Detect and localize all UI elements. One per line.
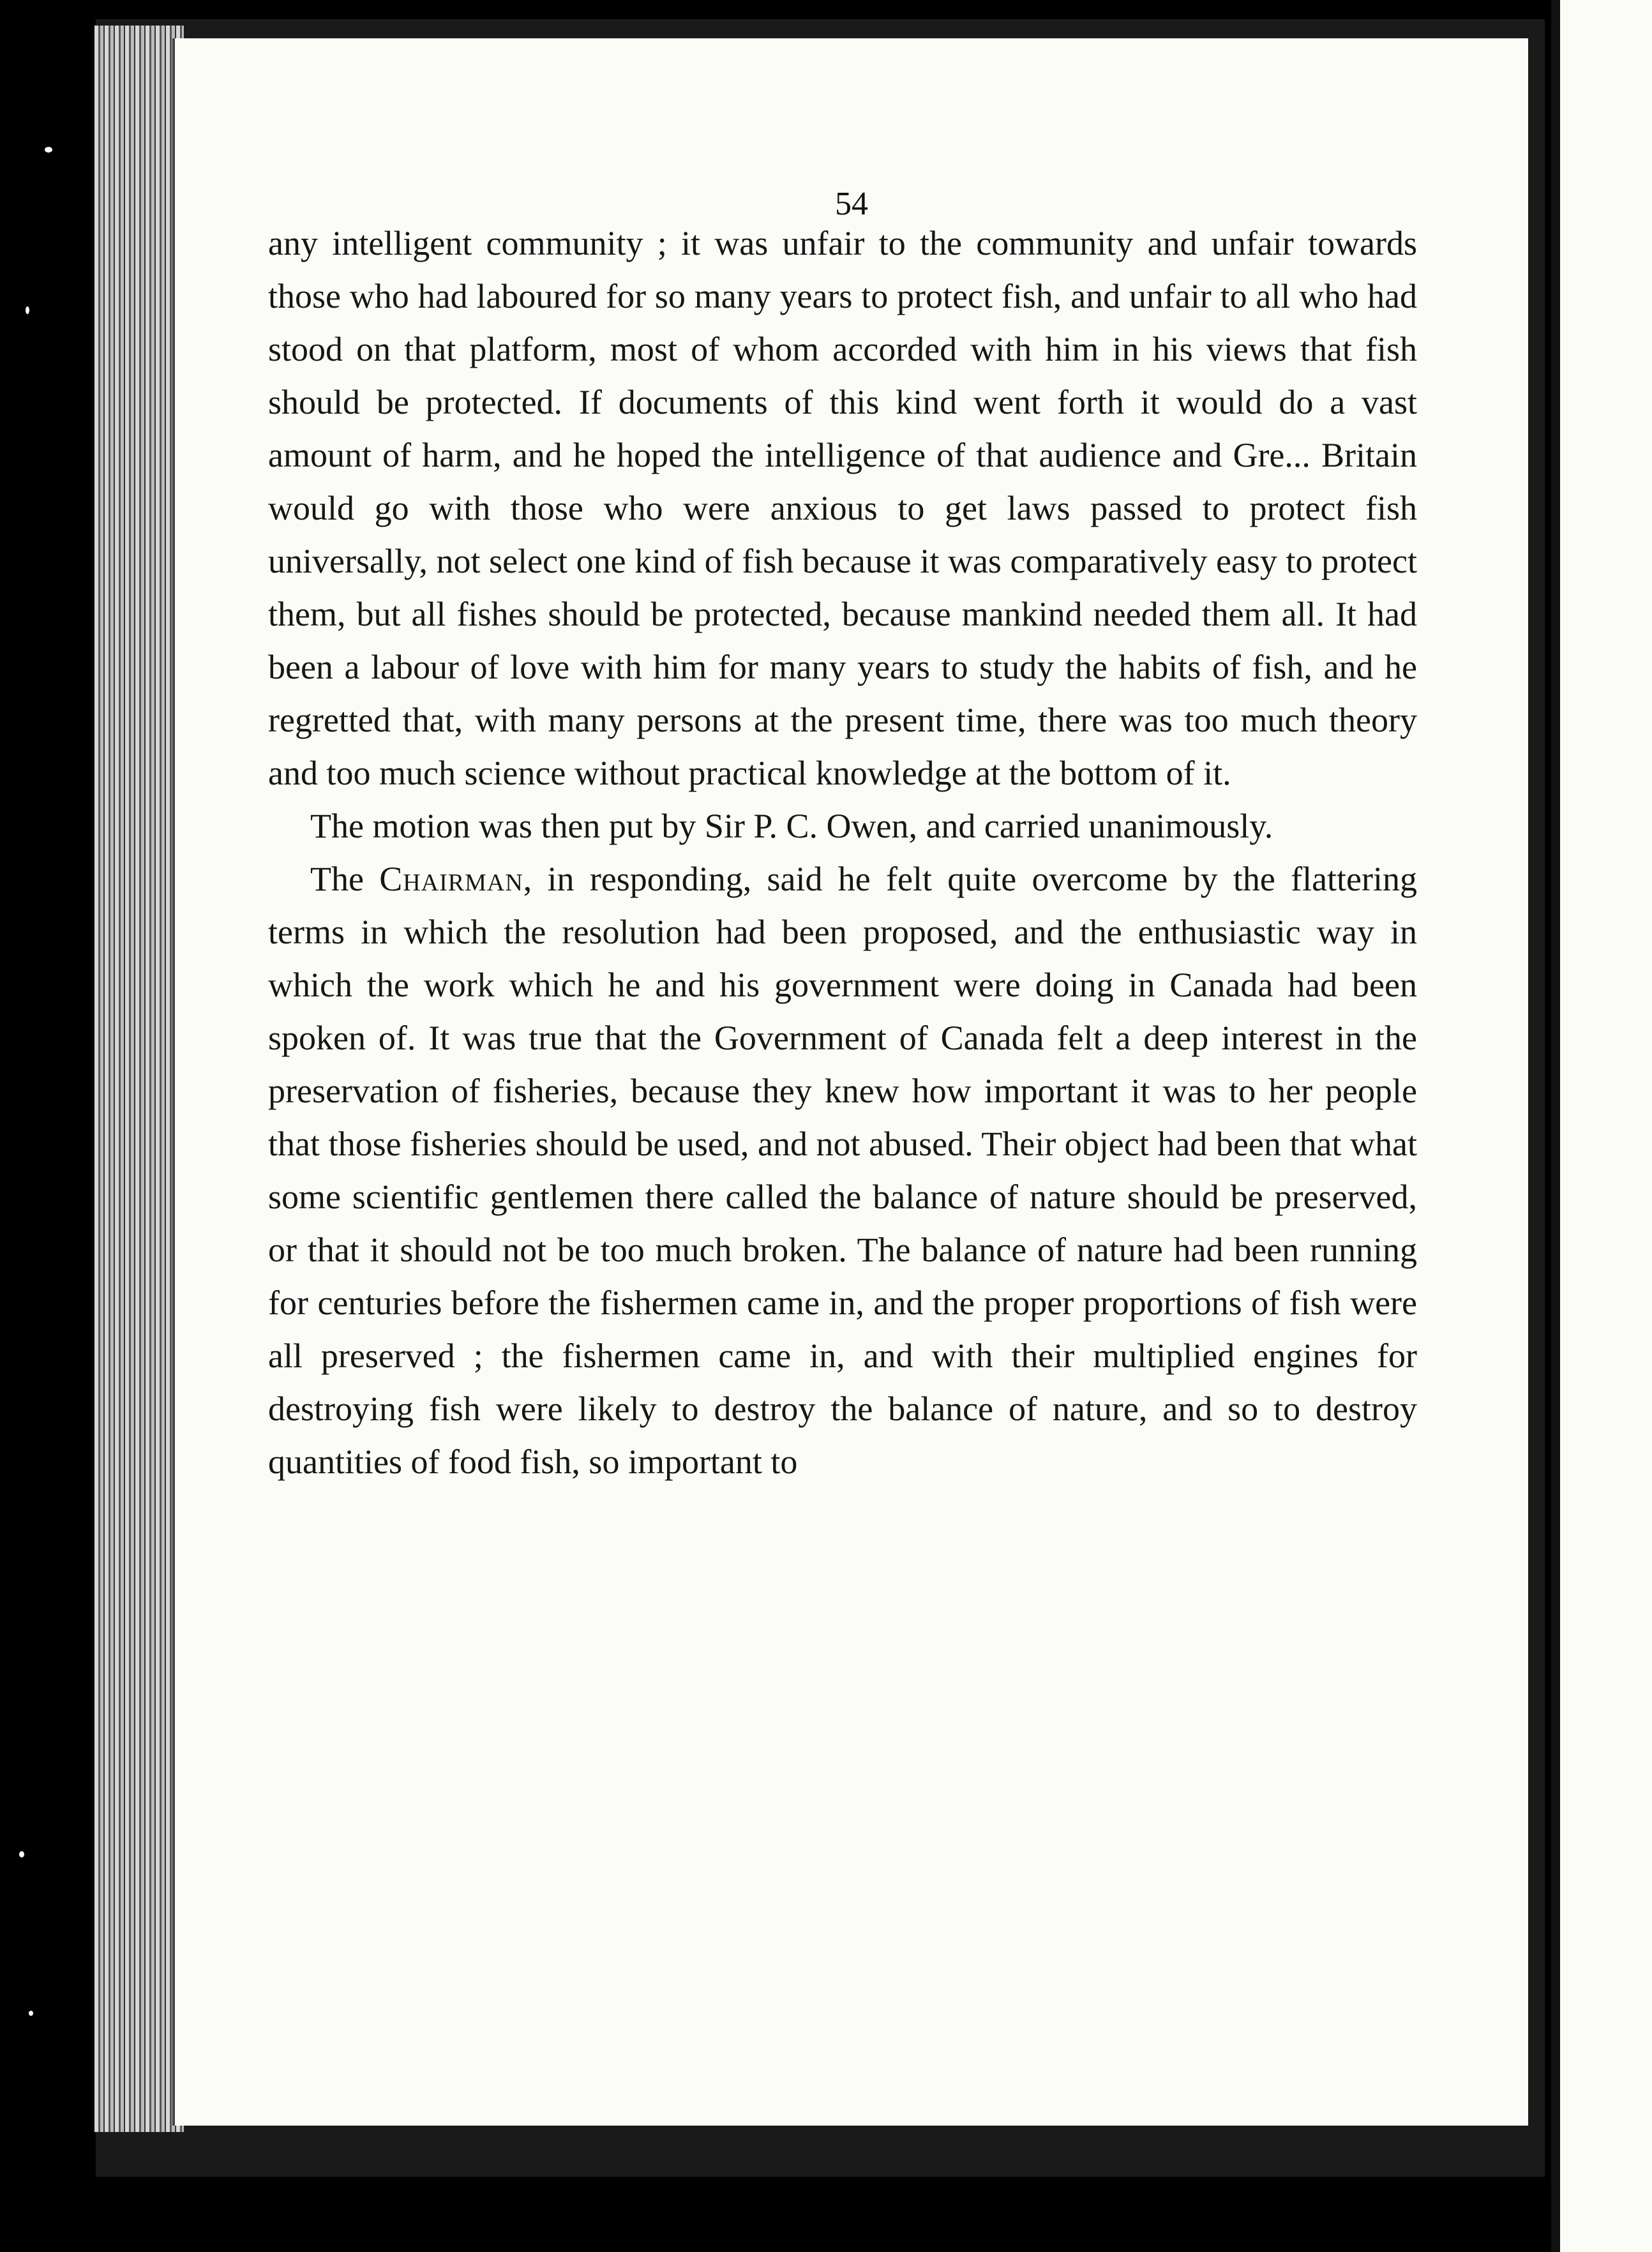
scan-speck — [29, 2011, 33, 2016]
paragraph-3-lead: The — [310, 860, 380, 898]
paragraph-1: any intelligent community ; it was unfair to the community and unfair towards those who had laboured for so many years to protect fish, and unfair to all who had stood on that platform, most of whom accorded with him in his views that fish should be protected. If documents of this kind went forth it would do a vast amount of harm, and he hoped the intelligence of that audience and Gre... Britain would go with those who were anxious to get laws passed to protect fish universally, not select one kind of fish because it was comparatively easy to protect them, but all fishes should be protected, because mankind needed them all. It had been a labour of love with him for many years to study the habits of fish, and he regretted that, with many persons at the present time, there was too much theory and too much science without practical knowledge at the bottom of it. — [268, 224, 1417, 792]
scan-speck — [26, 306, 29, 314]
facing-page-edge — [1551, 0, 1652, 2252]
gutter-shadow — [1551, 0, 1560, 2252]
page-body — [268, 217, 1417, 1489]
paragraph-3-text: , in responding, said he felt quite overcome by the flattering terms in which the resolution had been proposed, and the enthusiastic way in which the work which he and his government were doing in Canada had been spoken of. It was true that the Government of Canada felt a deep interest in the preservation of fisheries, because they knew how important it was to her people that those fisheries should be used, and not abused. Their object had been that what some scientific gentlemen there called the balance of nature should be preserved, or that it should not be too much broken. The balance of nature had been running for centuries before the fishermen came in, and the proper proportions of fish were all preserved ; the fishermen came in, and with their multiplied engines for destroying fish were likely to destroy the balance of nature, and so to destroy quantities of food fish, so important to — [268, 860, 1418, 1481]
scan-speck — [19, 1851, 24, 1858]
paragraph-2: The motion was then put by Sir P. C. Owen, and carried unanimously. — [310, 807, 1273, 845]
paragraph-3 — [268, 853, 1417, 1489]
speaker-name: Chairman — [379, 860, 523, 898]
page-edges — [94, 26, 184, 2132]
page-number: 54 — [835, 186, 868, 222]
scan-speck — [45, 147, 52, 153]
